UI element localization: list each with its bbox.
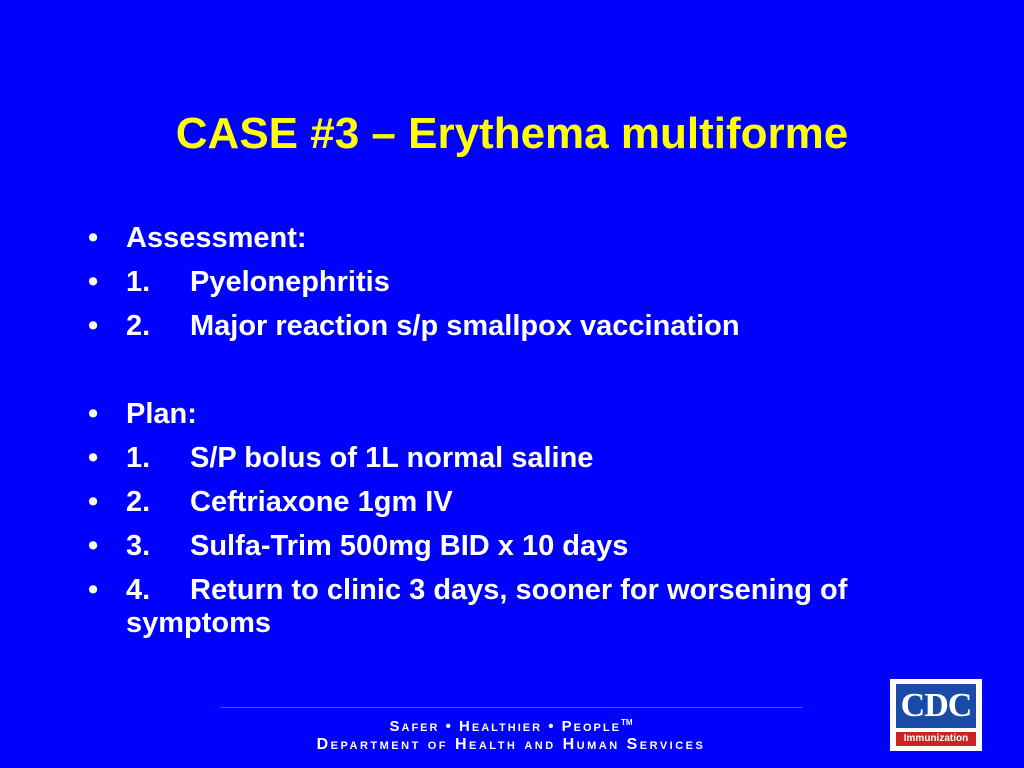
list-item [88,574,948,640]
list-item [88,530,948,574]
list-item [88,398,948,442]
bullet-number: 1. [126,442,151,474]
cdc-logo-mark: CDC [896,684,976,728]
trademark-mark: TM [620,718,633,727]
bullet-text: Plan: [126,398,197,430]
bullet-dot: • [88,310,99,342]
bullet-text: Pyelonephritis [190,266,390,298]
bullet-dot: • [88,398,99,430]
cdc-logo [890,679,982,751]
bullet-number: 2. [126,486,151,518]
bullet-text: Major reaction s/p smallpox vaccination [190,310,740,342]
bullet-dot: • [88,442,99,474]
list-item [88,266,948,310]
bullet-number: 3. [126,530,151,562]
bullet-number: 1. [126,266,151,298]
bullet-list [88,222,948,640]
list-item [88,442,948,486]
immunization-tag: Immunization [896,732,976,746]
footer-department: Department of Health and Human Services [316,736,706,753]
footer-divider [220,707,802,708]
bullet-number: 2. [126,310,151,342]
bullet-number: 4. [126,574,151,606]
bullet-dot: • [88,486,99,518]
footer-motto [220,713,802,737]
bullet-text: Ceftriaxone 1gm IV [190,486,453,518]
bullet-text: Return to clinic 3 days, sooner for worsening of symptoms [126,574,848,639]
bullet-dot: • [88,222,99,254]
bullet-text: Sulfa-Trim 500mg BID x 10 days [190,530,629,562]
list-item [88,486,948,530]
list-item [88,310,948,354]
motto-text: Safer • Healthier • People [389,718,621,735]
bullet-text: S/P bolus of 1L normal saline [190,442,594,474]
bullet-dot: • [88,530,99,562]
bullet-dot: • [88,266,99,298]
bullet-dot: • [88,574,99,606]
slide-title: CASE #3 – Erythema multiforme [175,109,849,158]
bullet-text: Assessment: [126,222,307,254]
list-item [88,222,948,266]
